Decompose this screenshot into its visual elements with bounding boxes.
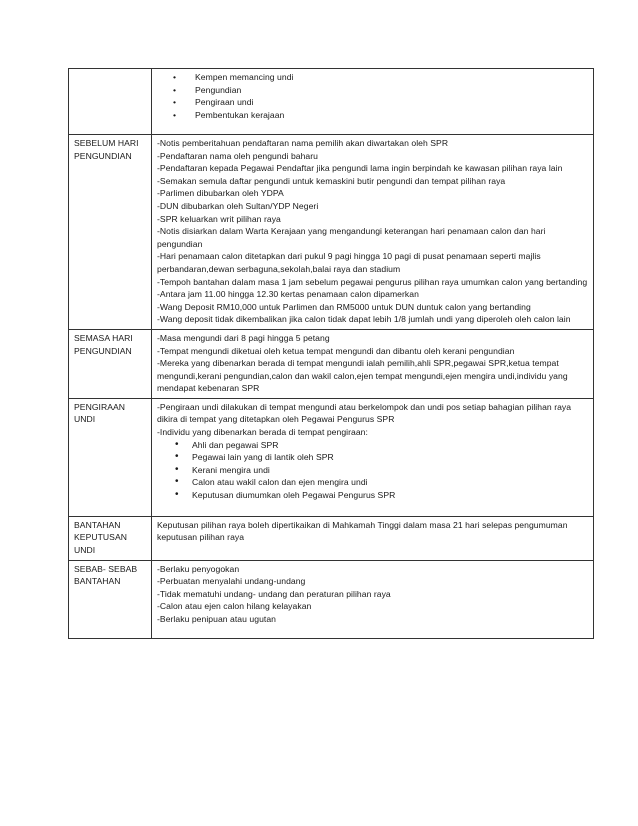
bullet-icon: • xyxy=(175,489,179,501)
bullet-icon: • xyxy=(175,463,179,475)
list-item: • Pegawai lain yang di lantik oleh SPR xyxy=(175,451,334,463)
text-line: -Semakan semula daftar pengundi untuk kemaskini butir pengundi dan tempat pilihan raya xyxy=(157,175,506,186)
text-line: -Mereka yang dibenarkan berada di tempat mengundi ialah pemilih,ahli SPR,pegawai SPR,ketua tempat mengundi,kerani pengundian,calon dan wakil calon,ejen tempat mengundi,ejen mengira undi,individu yang mendapat kebenaran SPR xyxy=(157,358,568,394)
row-label-cell: SEBAB- SEBAB BANTAHAN xyxy=(69,560,152,638)
text-line: -Calon atau ejen calon hilang kelayakan xyxy=(157,601,312,612)
text-line: -Tempat mengundi diketuai oleh ketua tempat mengundi dan dibantu oleh kerani pengundian xyxy=(157,345,515,356)
text-line: -Parlimen dibubarkan oleh YDPA xyxy=(157,188,284,199)
text-line: Keputusan pilihan raya boleh dipertikaikan di Mahkamah Tinggi dalam masa 21 hari selepas pengumuman keputusan pilihan raya xyxy=(157,519,568,543)
list-item: • Kerani mengira undi xyxy=(175,463,270,475)
table-row xyxy=(69,516,594,560)
text-line: -Notis pemberitahuan pendaftaran nama pemilih akan diwartakan oleh SPR xyxy=(157,138,449,148)
text-line: -Berlaku penyogokan xyxy=(157,563,240,574)
text-line: -Tempoh bantahan dalam masa 1 jam sebelum pegawai pengurus pilihan raya umumkan calon yang bertanding xyxy=(157,276,588,287)
text-line: -Wang Deposit RM10,000 untuk Parlimen dan RM5000 untuk DUN duntuk calon yang bertanding xyxy=(157,301,531,312)
text-line: -Notis disiarkan dalam Warta Kerajaan yang mengandungi keterangan hari penamaan calon dan hari pengundian xyxy=(157,226,546,249)
bullet-icon: • xyxy=(175,438,179,450)
table-row xyxy=(69,135,594,330)
row-content-cell xyxy=(152,69,594,135)
text-line: -Berlaku penipuan atau ugutan xyxy=(157,614,276,625)
row-content-cell xyxy=(152,560,594,638)
list-item: • Pengiraan undi xyxy=(173,97,254,108)
row-content-cell xyxy=(152,516,594,560)
table-row xyxy=(69,560,594,638)
row-label-cell xyxy=(69,69,152,135)
list-item: • Kempen memancing undi xyxy=(173,72,294,82)
bullet-list xyxy=(157,71,588,121)
row-label-cell: SEMASA HARI PENGUNDIAN xyxy=(69,329,152,398)
row-content-cell xyxy=(152,135,594,330)
row-content-cell xyxy=(152,329,594,398)
table-row xyxy=(69,69,594,135)
bullet-icon: • xyxy=(173,109,177,120)
text-line: -SPR keluarkan writ pilihan raya xyxy=(157,213,281,224)
text-line: -Antara jam 11.00 hingga 12.30 kertas penamaan calon dipamerkan xyxy=(157,289,419,300)
list-item: • Ahli dan pegawai SPR xyxy=(175,438,279,450)
row-content-cell xyxy=(152,398,594,516)
row-label-cell: PENGIRAAN UNDI xyxy=(69,398,152,516)
bullet-list xyxy=(157,439,588,502)
text-line: -Pendaftaran nama oleh pengundi baharu xyxy=(157,150,319,161)
row-label-cell: BANTAHAN KEPUTUSAN UNDI xyxy=(69,516,152,560)
list-item: • Calon atau wakil calon dan ejen mengira undi xyxy=(175,476,368,488)
table-row xyxy=(69,398,594,516)
bullet-icon: • xyxy=(173,72,177,82)
bullet-icon: • xyxy=(173,97,177,108)
text-line: -Pendaftaran kepada Pegawai Pendaftar jika pengundi lama ingin berpindah ke kawasan pilihan raya lain xyxy=(157,163,563,174)
text-line: -Masa mengundi dari 8 pagi hingga 5 petang xyxy=(157,332,330,343)
text-line: -Hari penamaan calon ditetapkan dari pukul 9 pagi hingga 10 pagi di pusat penamaan seperti majlis perbandaran,dewan serbaguna,sekolah,balai raya dan stadium xyxy=(157,251,541,274)
list-item: • Pengundian xyxy=(173,84,242,95)
text-line: -DUN dibubarkan oleh Sultan/YDP Negeri xyxy=(157,200,319,211)
election-process-table xyxy=(68,68,594,639)
bullet-icon: • xyxy=(175,476,179,488)
bullet-icon: • xyxy=(175,451,179,463)
list-item: • Keputusan diumumkan oleh Pegawai Pengurus SPR xyxy=(175,489,396,501)
text-line: -Wang deposit tidak dikembalikan jika calon tidak dapat lebih 1/8 jumlah undi yang diperoleh oleh calon lain xyxy=(157,314,571,325)
text-line: -Individu yang dibenarkan berada di tempat pengiraan: xyxy=(157,427,368,438)
list-item: • Pembentukan kerajaan xyxy=(173,109,285,120)
text-line: -Pengiraan undi dilakukan di tempat mengundi atau berkelompok dan undi pos setiap bahagian pilihan raya dikira di tempat yang ditetapkan oleh Pegawai Pengurus SPR xyxy=(157,401,572,425)
text-line: -Perbuatan menyalahi undang-undang xyxy=(157,576,306,587)
bullet-icon: • xyxy=(173,84,177,95)
text-line: -Tidak mematuhi undang- undang dan peraturan pilihan raya xyxy=(157,588,391,599)
table-row xyxy=(69,329,594,398)
row-label-cell: SEBELUM HARI PENGUNDIAN xyxy=(69,135,152,330)
